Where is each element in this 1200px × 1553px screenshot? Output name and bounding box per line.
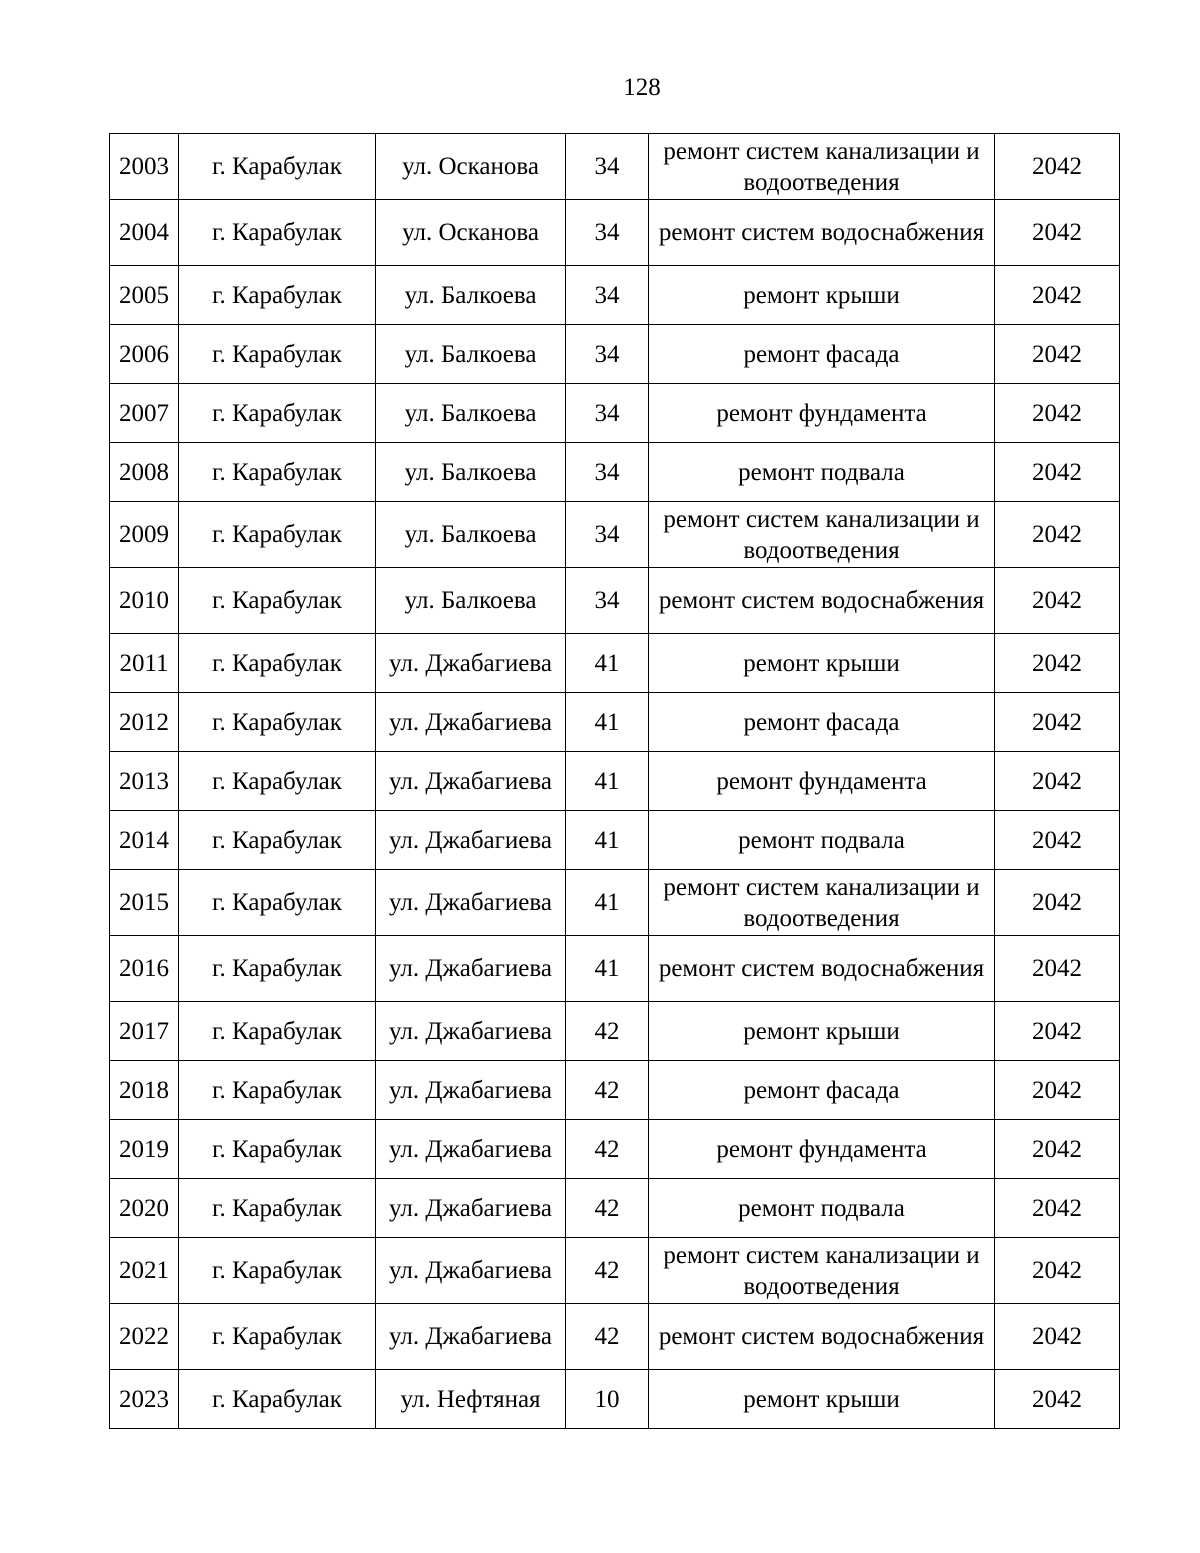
cell-house: 42: [566, 1179, 649, 1238]
cell-work-type: ремонт крыши: [649, 1370, 995, 1429]
cell-number: 2011: [110, 634, 179, 693]
table-row: [110, 384, 1120, 443]
cell-house: 42: [566, 1002, 649, 1061]
cell-house: 41: [566, 634, 649, 693]
cell-house: 41: [566, 936, 649, 1002]
cell-number: 2006: [110, 325, 179, 384]
cell-work-type: ремонт систем водоснабжения: [649, 1304, 995, 1370]
cell-city: г. Карабулак: [179, 1002, 376, 1061]
cell-street: ул. Джабагиева: [376, 1002, 566, 1061]
cell-year: 2042: [995, 634, 1120, 693]
cell-city: г. Карабулак: [179, 1120, 376, 1179]
table-row: [110, 634, 1120, 693]
cell-work-type: ремонт крыши: [649, 1002, 995, 1061]
page-number: 128: [623, 74, 661, 101]
cell-street: ул. Джабагиева: [376, 1120, 566, 1179]
cell-year: 2042: [995, 384, 1120, 443]
cell-year: 2042: [995, 1370, 1120, 1429]
cell-work-type: ремонт систем водоснабжения: [649, 936, 995, 1002]
table-row: [110, 568, 1120, 634]
table-row: [110, 870, 1120, 936]
cell-year: 2042: [995, 1304, 1120, 1370]
cell-street: ул. Балкоева: [376, 443, 566, 502]
cell-work-type: ремонт фундамента: [649, 752, 995, 811]
cell-street: ул. Джабагиева: [376, 693, 566, 752]
table-row: [110, 1370, 1120, 1429]
cell-number: 2005: [110, 266, 179, 325]
cell-year: 2042: [995, 325, 1120, 384]
cell-year: 2042: [995, 1179, 1120, 1238]
cell-year: 2042: [995, 134, 1120, 200]
cell-year: 2042: [995, 266, 1120, 325]
cell-number: 2010: [110, 568, 179, 634]
cell-year: 2042: [995, 1120, 1120, 1179]
cell-city: г. Карабулак: [179, 693, 376, 752]
cell-number: 2021: [110, 1238, 179, 1304]
cell-house: 41: [566, 811, 649, 870]
table-row: [110, 1304, 1120, 1370]
cell-year: 2042: [995, 811, 1120, 870]
cell-house: 42: [566, 1304, 649, 1370]
cell-work-type: ремонт подвала: [649, 443, 995, 502]
table-row: [110, 811, 1120, 870]
table-row: [110, 1238, 1120, 1304]
cell-work-type: ремонт фасада: [649, 325, 995, 384]
table-row: [110, 1120, 1120, 1179]
cell-street: ул. Осканова: [376, 200, 566, 266]
cell-year: 2042: [995, 443, 1120, 502]
repair-schedule-table: [109, 133, 1120, 1429]
cell-work-type: ремонт фундамента: [649, 384, 995, 443]
cell-city: г. Карабулак: [179, 936, 376, 1002]
table-row: [110, 443, 1120, 502]
cell-work-type: ремонт фасада: [649, 693, 995, 752]
cell-street: ул. Джабагиева: [376, 1304, 566, 1370]
cell-city: г. Карабулак: [179, 384, 376, 443]
cell-street: ул. Балкоева: [376, 266, 566, 325]
cell-street: ул. Нефтяная: [376, 1370, 566, 1429]
cell-house: 41: [566, 693, 649, 752]
cell-city: г. Карабулак: [179, 634, 376, 693]
cell-house: 41: [566, 752, 649, 811]
cell-work-type: ремонт подвала: [649, 811, 995, 870]
table-row: [110, 693, 1120, 752]
cell-house: 41: [566, 870, 649, 936]
cell-number: 2007: [110, 384, 179, 443]
cell-work-type: ремонт систем канализации и водоотведения: [649, 870, 995, 936]
cell-year: 2042: [995, 502, 1120, 568]
cell-city: г. Карабулак: [179, 443, 376, 502]
cell-city: г. Карабулак: [179, 1238, 376, 1304]
cell-house: 34: [566, 325, 649, 384]
cell-year: 2042: [995, 1238, 1120, 1304]
cell-street: ул. Джабагиева: [376, 1238, 566, 1304]
cell-house: 42: [566, 1238, 649, 1304]
cell-street: ул. Джабагиева: [376, 811, 566, 870]
cell-city: г. Карабулак: [179, 325, 376, 384]
cell-number: 2022: [110, 1304, 179, 1370]
cell-house: 34: [566, 502, 649, 568]
cell-year: 2042: [995, 936, 1120, 1002]
table-row: [110, 1002, 1120, 1061]
cell-house: 34: [566, 443, 649, 502]
cell-number: 2023: [110, 1370, 179, 1429]
cell-year: 2042: [995, 870, 1120, 936]
cell-house: 34: [566, 568, 649, 634]
table-row: [110, 502, 1120, 568]
cell-street: ул. Джабагиева: [376, 752, 566, 811]
cell-street: ул. Балкоева: [376, 568, 566, 634]
cell-number: 2003: [110, 134, 179, 200]
cell-house: 34: [566, 384, 649, 443]
cell-house: 10: [566, 1370, 649, 1429]
cell-work-type: ремонт крыши: [649, 634, 995, 693]
cell-street: ул. Балкоева: [376, 325, 566, 384]
cell-city: г. Карабулак: [179, 1370, 376, 1429]
cell-city: г. Карабулак: [179, 1061, 376, 1120]
cell-number: 2020: [110, 1179, 179, 1238]
cell-year: 2042: [995, 568, 1120, 634]
cell-number: 2019: [110, 1120, 179, 1179]
cell-city: г. Карабулак: [179, 1304, 376, 1370]
cell-street: ул. Джабагиева: [376, 1179, 566, 1238]
cell-city: г. Карабулак: [179, 266, 376, 325]
table-row: [110, 134, 1120, 200]
cell-year: 2042: [995, 693, 1120, 752]
cell-number: 2018: [110, 1061, 179, 1120]
cell-house: 42: [566, 1120, 649, 1179]
cell-work-type: ремонт систем водоснабжения: [649, 568, 995, 634]
cell-city: г. Карабулак: [179, 200, 376, 266]
cell-number: 2013: [110, 752, 179, 811]
table-body: [110, 134, 1120, 1429]
table-row: [110, 752, 1120, 811]
cell-house: 34: [566, 200, 649, 266]
table-row: [110, 266, 1120, 325]
cell-house: 42: [566, 1061, 649, 1120]
table-row: [110, 1061, 1120, 1120]
cell-work-type: ремонт подвала: [649, 1179, 995, 1238]
cell-year: 2042: [995, 1002, 1120, 1061]
cell-city: г. Карабулак: [179, 502, 376, 568]
cell-street: ул. Балкоева: [376, 502, 566, 568]
cell-year: 2042: [995, 200, 1120, 266]
cell-work-type: ремонт систем канализации и водоотведения: [649, 134, 995, 200]
cell-house: 34: [566, 134, 649, 200]
cell-work-type: ремонт крыши: [649, 266, 995, 325]
cell-city: г. Карабулак: [179, 1179, 376, 1238]
cell-work-type: ремонт систем канализации и водоотведения: [649, 502, 995, 568]
cell-street: ул. Джабагиева: [376, 936, 566, 1002]
cell-number: 2008: [110, 443, 179, 502]
cell-street: ул. Джабагиева: [376, 634, 566, 693]
cell-city: г. Карабулак: [179, 752, 376, 811]
cell-number: 2014: [110, 811, 179, 870]
cell-street: ул. Джабагиева: [376, 1061, 566, 1120]
cell-work-type: ремонт систем водоснабжения: [649, 200, 995, 266]
cell-number: 2012: [110, 693, 179, 752]
cell-work-type: ремонт фундамента: [649, 1120, 995, 1179]
cell-street: ул. Джабагиева: [376, 870, 566, 936]
table-row: [110, 1179, 1120, 1238]
cell-work-type: ремонт фасада: [649, 1061, 995, 1120]
table-row: [110, 325, 1120, 384]
cell-work-type: ремонт систем канализации и водоотведения: [649, 1238, 995, 1304]
table-row: [110, 936, 1120, 1002]
cell-street: ул. Балкоева: [376, 384, 566, 443]
table-row: [110, 200, 1120, 266]
cell-number: 2017: [110, 1002, 179, 1061]
cell-city: г. Карабулак: [179, 870, 376, 936]
cell-number: 2004: [110, 200, 179, 266]
cell-number: 2015: [110, 870, 179, 936]
cell-street: ул. Осканова: [376, 134, 566, 200]
cell-city: г. Карабулак: [179, 811, 376, 870]
cell-city: г. Карабулак: [179, 568, 376, 634]
cell-house: 34: [566, 266, 649, 325]
cell-year: 2042: [995, 1061, 1120, 1120]
cell-city: г. Карабулак: [179, 134, 376, 200]
cell-number: 2009: [110, 502, 179, 568]
cell-number: 2016: [110, 936, 179, 1002]
cell-year: 2042: [995, 752, 1120, 811]
